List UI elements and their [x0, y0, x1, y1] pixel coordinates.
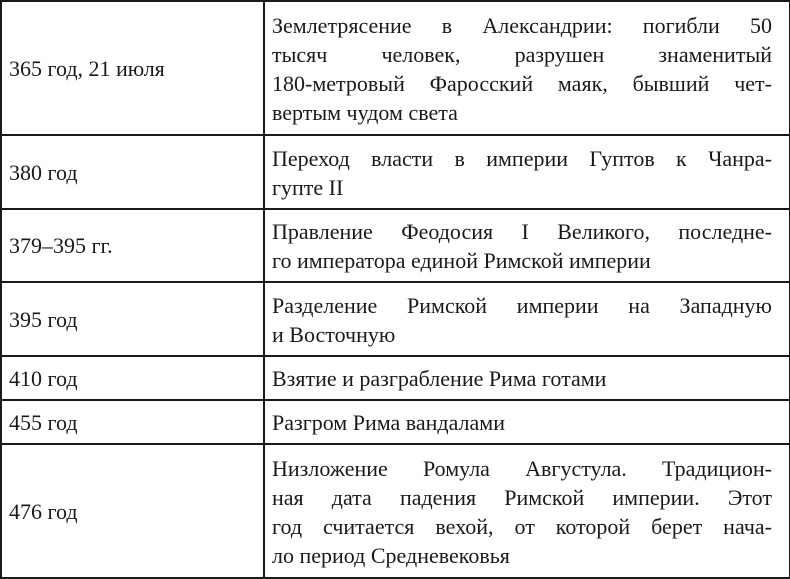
- date-text: 455 год: [9, 409, 78, 435]
- event-line: Правление Феодосия I Великого, последне-: [272, 219, 772, 244]
- date-text: 476 год: [9, 498, 78, 524]
- event-line: Низложение Ромула Августула. Традицион-: [272, 455, 772, 481]
- event-cell: [264, 400, 790, 444]
- date-text: 395 год: [9, 306, 78, 332]
- event-line: тысяч человек, разрушен знаменитый: [272, 41, 772, 67]
- date-text: 380 год: [9, 159, 78, 185]
- event-line: Разгром Рима вандалами: [272, 410, 505, 435]
- event-line: 180-метровый Фаросский маяк, бывший чет-: [272, 70, 772, 96]
- event-cell: [264, 444, 790, 578]
- date-text: 379–395 гг.: [9, 233, 113, 258]
- event-line: год считается вехой, от которой берет нача-: [272, 513, 772, 539]
- event-cell: [264, 135, 790, 209]
- event-text: [272, 449, 772, 574]
- event-line: Переход власти в империи Гуптов к Чанра-: [272, 145, 772, 171]
- date-cell: [1, 282, 264, 356]
- event-line: Взятие и разграбление Рима готами: [272, 366, 607, 391]
- table-row: [1, 282, 790, 356]
- date-cell: [1, 356, 264, 400]
- date-text: 410 год: [9, 365, 78, 391]
- event-text: [272, 139, 772, 206]
- event-line: и Восточную: [272, 321, 396, 347]
- event-line: ло период Средневековья: [272, 542, 510, 568]
- date-text: 365 год, 21 июля: [9, 55, 165, 81]
- table-row: [1, 209, 790, 282]
- date-cell: [1, 400, 264, 444]
- event-text: [272, 403, 772, 441]
- date-cell: [1, 1, 264, 135]
- event-line: вертым чудом света: [272, 99, 458, 125]
- date-cell: [1, 135, 264, 209]
- event-text: [272, 6, 772, 131]
- table-row: [1, 400, 790, 444]
- table-row: [1, 135, 790, 209]
- event-cell: [264, 1, 790, 135]
- event-line: гупте II: [272, 174, 344, 200]
- date-cell: [1, 444, 264, 578]
- event-line: го императора единой Римской империи: [272, 248, 651, 273]
- date-cell: [1, 209, 264, 282]
- table-body: [1, 1, 790, 578]
- event-cell: [264, 282, 790, 356]
- table-row: [1, 356, 790, 400]
- event-line: ная дата падения Римской империи. Этот: [272, 484, 772, 510]
- table-row: [1, 1, 790, 135]
- event-line: Землетрясение в Александрии: погибли 50: [272, 12, 772, 38]
- table-row: [1, 444, 790, 578]
- event-cell: [264, 209, 790, 282]
- event-line: Разделение Римской империи на Западную: [272, 292, 772, 318]
- event-cell: [264, 356, 790, 400]
- event-text: [272, 359, 772, 397]
- event-text: [272, 212, 772, 279]
- event-text: [272, 286, 772, 353]
